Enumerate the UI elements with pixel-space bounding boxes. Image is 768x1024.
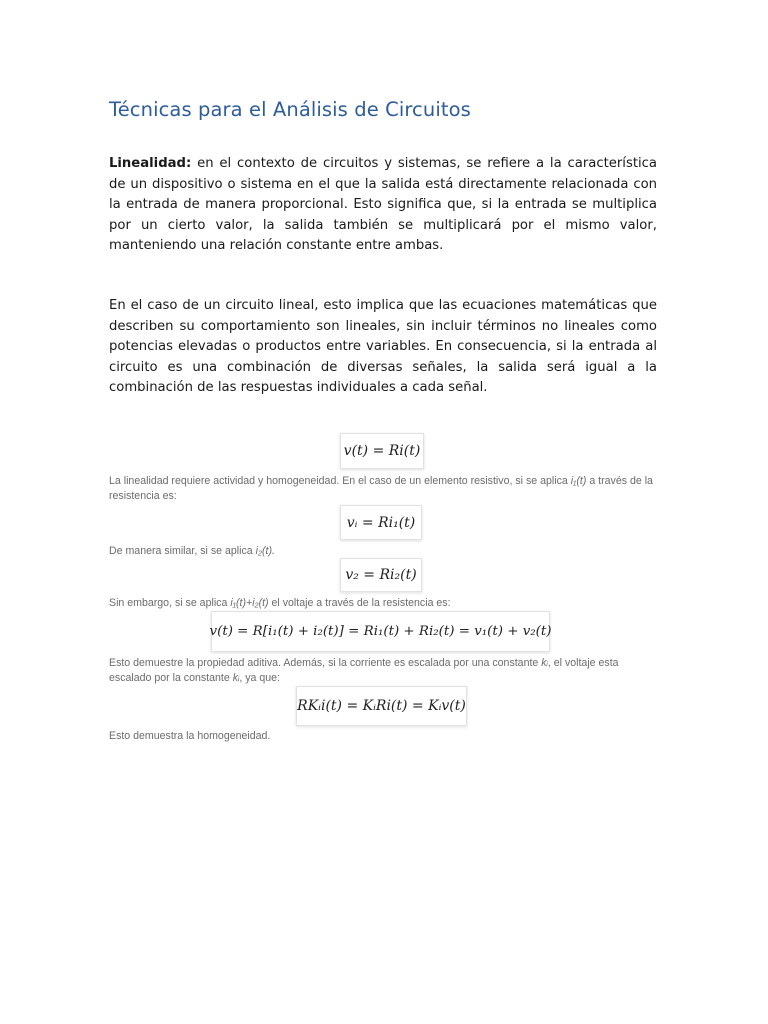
math-var: i₂(t).	[255, 545, 275, 557]
note-propiedad-aditiva: Esto demuestre la propiedad aditiva. Además, si la corriente es escalada por una constante kᵢ, el voltaje esta escalado por la constante kᵢ, ya que:	[109, 657, 619, 684]
page-title: Técnicas para el Análisis de Circuitos	[109, 98, 471, 121]
equation-text: RKᵢi(t) = KᵢRi(t) = Kᵢv(t)	[297, 698, 466, 714]
equation-ohm-law	[340, 433, 424, 469]
equation-text: v₂ = Ri₂(t)	[345, 567, 417, 583]
equation-superposition	[211, 611, 550, 652]
term-linealidad: Linealidad:	[109, 156, 192, 171]
equation-v-2	[340, 558, 422, 592]
paragraph-linealidad-text: en el contexto de circuitos y sistemas, se refiere a la característica de un dispositivo o sistema en el que la salida está directamente relacionada con la entrada de manera proporcional. Esto significa que, si la entrada se multiplica por un cierto valor, la salida también se multiplicará por el mismo valor, manteniendo una relación constante entre ambas.	[109, 156, 657, 254]
math-var: kᵢ	[541, 657, 548, 669]
math-var: i₁(t)	[570, 475, 587, 487]
paragraph-linealidad	[109, 154, 657, 257]
note-linealidad: La linealidad requiere actividad y homogeneidad. En el caso de un elemento resistivo, si se aplica i₁(t) a través de la resistencia es:	[109, 475, 653, 502]
note-homogeneidad: Esto demuestra la homogeneidad.	[109, 730, 271, 742]
equation-homogeneity	[296, 686, 467, 726]
equation-text: v(t) = R[i₁(t) + i₂(t)] = Ri₁(t) + Ri₂(t) = v₁(t) + v₂(t)	[209, 624, 552, 639]
equation-text: vᵢ = Ri₁(t)	[346, 514, 416, 531]
paragraph-circuito-lineal: En el caso de un circuito lineal, esto implica que las ecuaciones matemáticas que describen su comportamiento son lineales, sin incluir términos no lineales como potencias elevadas o productos entre variables. En consecuencia, si la entrada al circuito es una combinación de diversas señales, la salida será igual a la combinación de las respuestas individuales a cada señal.	[109, 298, 657, 396]
equation-text: v(t) = Ri(t)	[343, 443, 421, 459]
math-var: i₁(t)+i₂(t)	[230, 597, 269, 609]
note-manera-similar: De manera similar, si se aplica i₂(t).	[109, 545, 275, 557]
math-var: kᵢ	[232, 672, 240, 684]
note-sin-embargo: Sin embargo, si se aplica i₁(t)+i₂(t) el voltaje a través de la resistencia es:	[109, 597, 451, 609]
equation-v-i	[340, 505, 422, 540]
